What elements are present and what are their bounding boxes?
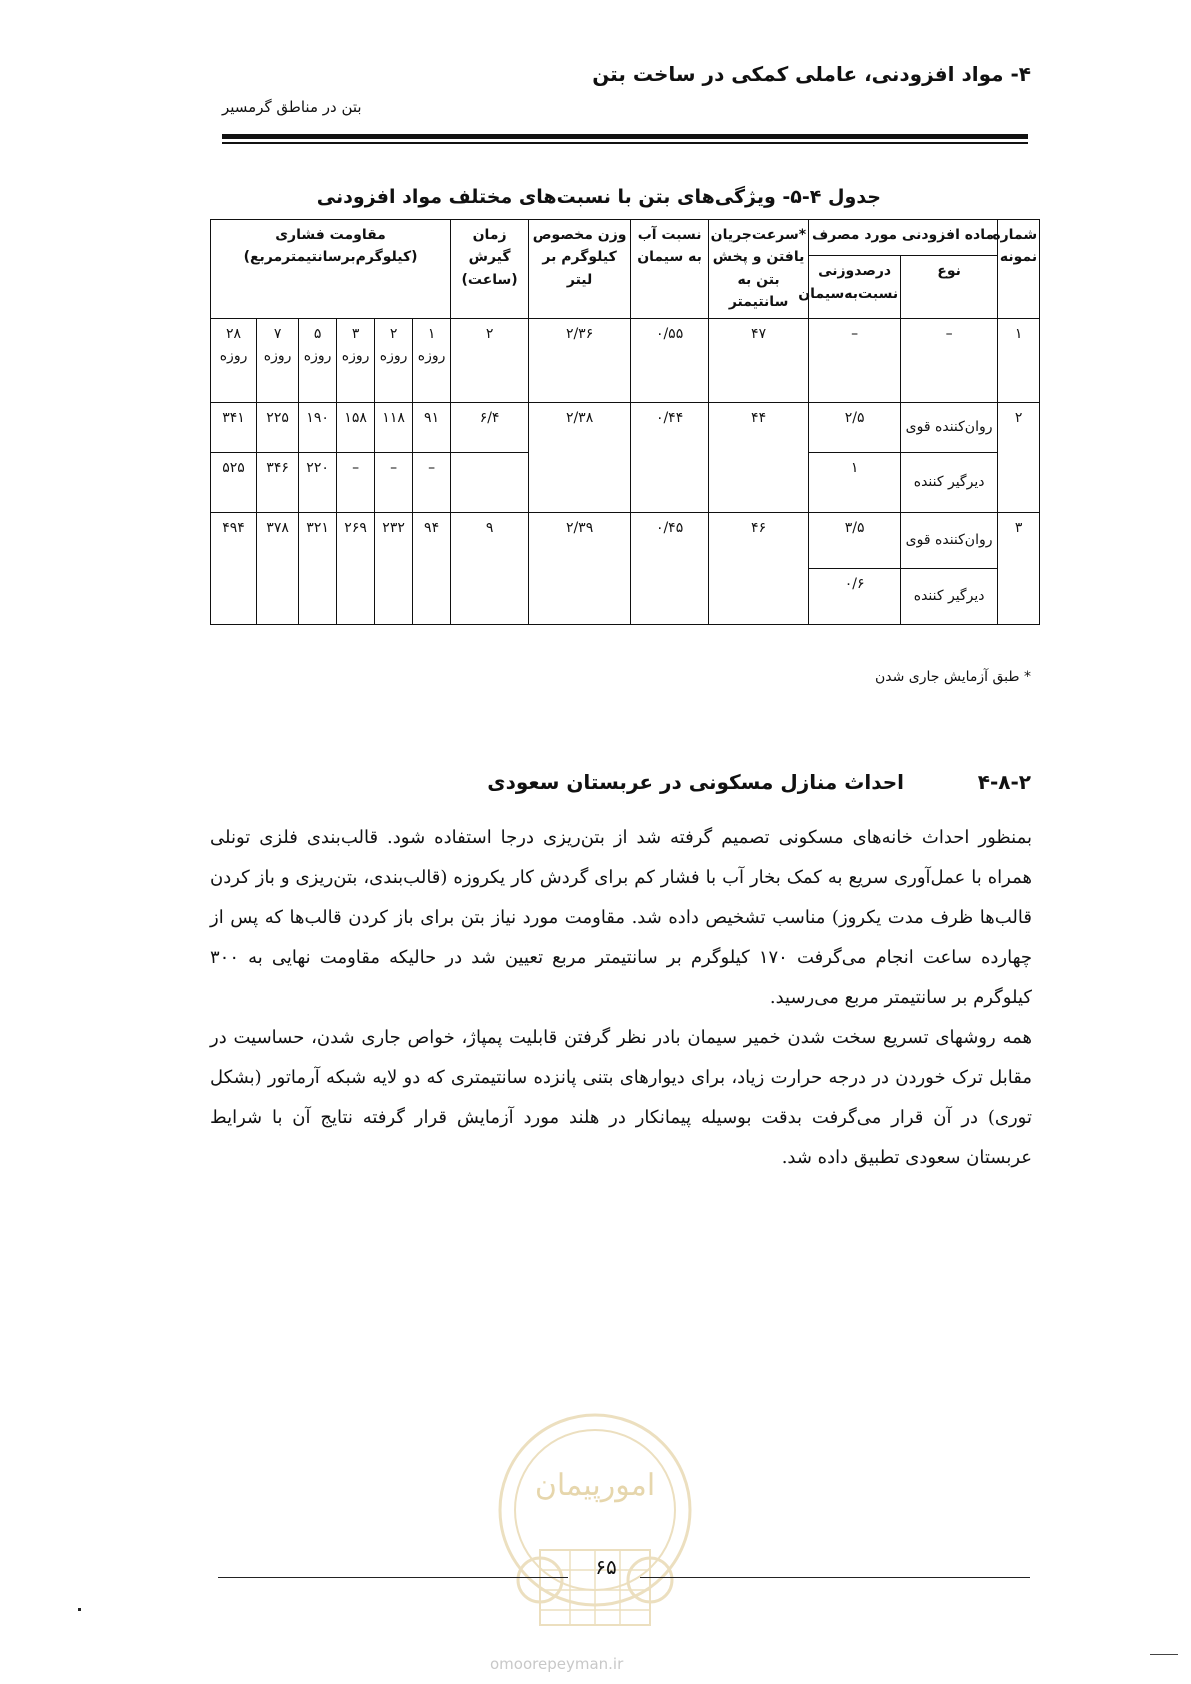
table-row [211,318,1040,402]
cell-age-5: ۵ روزه [299,318,337,402]
header-rule-thick [222,134,1028,139]
cell-unit-weight: ۲/۳۶ [529,318,631,402]
cell-admixture-type: دیرگیر کننده [901,452,998,512]
cell-admixture-type: روان‌کننده قوی [901,512,998,568]
chapter-title: ۴- مواد افزودنی، عاملی کمکی در ساخت بتن [592,62,1031,86]
cell-strength: ۳۴۱ [211,402,257,452]
cell-strength: ۱۵۸ [337,402,375,452]
cell-strength: ۳۲۱ [299,512,337,624]
cell-flow: ۴۶ [709,512,809,624]
cell-admixture-percent: ۱ [809,452,901,512]
header-unit-weight: وزن مخصوص کیلوگرم بر لیتر [529,220,631,319]
cell-strength: ۲۳۲ [375,512,413,624]
cell-sample-no: ۱ [998,318,1040,402]
cell-unit-weight: ۲/۳۸ [529,402,631,512]
cell-age-28: ۲۸ روزه [211,318,257,402]
cell-strength: ۱۱۸ [375,402,413,452]
cell-admixture-type: دیرگیر کننده [901,568,998,624]
section-number: ۴-۸-۲ [977,770,1031,794]
cell-admixture-percent: ۲/۵ [809,402,901,452]
cell-setting-time [451,452,529,512]
cell-flow: ۴۴ [709,402,809,512]
header-setting-time: زمان گیرش (ساعت) [451,220,529,319]
cell-admixture-percent: – [809,318,901,402]
cell-strength: ۹۱ [413,402,451,452]
cell-admixture-type: – [901,318,998,402]
header-rule-thin [222,142,1028,144]
cell-unit-weight: ۲/۳۹ [529,512,631,624]
cell-wc-ratio: ۰/۴۵ [631,512,709,624]
cell-setting-time: ۶/۴ [451,402,529,452]
cell-strength: – [413,452,451,512]
header-wc-ratio: نسبت آب به سیمان [631,220,709,319]
cell-strength: ۳۷۸ [257,512,299,624]
header-admixture: ماده افزودنی مورد مصرف [809,220,998,256]
paragraph: همه روشهای تسریع سخت شدن خمیر سیمان بادر نظر گرفتن قابلیت پمپاژ، خواص جاری شدن، حساسیت در مقابل ترک خوردن در درجه حرارت زیاد، برای دیوارهای بتنی پانزده سانتیمتری که دو لایه شبکه آرماتور (بشکل توری) در آن قرار می‌گرفت بدقت بوسیله پیمانکار در هلند مورد آزمایش قرار گرفته نتایج آن با شرایط عربستان سعودی تطبیق داده شد. [210,1027,1032,1168]
cell-strength: ۴۹۴ [211,512,257,624]
header-flow: *سرعت‌جریان یافتن و پخش بتن به سانتیمتر [709,220,809,319]
cell-setting-time: ۹ [451,512,529,624]
body-text [210,818,1032,1178]
footer-rule-right [640,1577,1030,1578]
cell-age-1: ۱ روزه [413,318,451,402]
table-caption: جدول ۴-۵- ویژگی‌های بتن با نسبت‌های مختلف مواد افزودنی [316,186,881,208]
cell-flow: ۴۷ [709,318,809,402]
cell-wc-ratio: ۰/۴۴ [631,402,709,512]
cell-strength: ۲۲۰ [299,452,337,512]
page-number: ۶۵ [595,1555,617,1579]
seal-text: امورپیمان [534,1468,656,1503]
admixture-table [210,219,1040,625]
paragraph: بمنظور احداث خانه‌های مسکونی تصمیم گرفته شد از بتن‌ریزی درجا استفاده شود. قالب‌بندی فلزی تونلی همراه با عمل‌آوری سریع به کمک بخار آب با فشار کم برای گردش کار یکروزه (قالب‌بندی، بتن‌ریزی و باز کردن قالب‌ها ظرف مدت یکروز) مناسب تشخیص داده شد. مقاومت مورد نیاز بتن برای باز کردن قالب‌ها که پس از چهارده ساعت انجام می‌گرفت ۱۷۰ کیلوگرم بر سانتیمتر مربع تعیین شد در حالیکه مقاومت نهایی به ۳۰۰ کیلوگرم بر سانتیمتر مربع می‌رسید. [210,827,1032,1008]
scan-mark [1150,1654,1178,1655]
cell-strength: – [375,452,413,512]
scan-speck [78,1608,81,1611]
cell-age-2: ۲ روزه [375,318,413,402]
cell-admixture-type: روان‌کننده قوی [901,402,998,452]
cell-strength: ۲۶۹ [337,512,375,624]
cell-strength: ۲۲۵ [257,402,299,452]
cell-strength: ۳۴۶ [257,452,299,512]
header-sample-no: شماره نمونه [998,220,1040,319]
header-admixture-percent: درصدوزنی نسبت‌به‌سیمان [809,256,901,318]
cell-strength: – [337,452,375,512]
cell-sample-no: ۳ [998,512,1040,624]
cell-age-3: ۳ روزه [337,318,375,402]
cell-age-7: ۷ روزه [257,318,299,402]
header-compressive-strength: مقاومت فشاری (کیلوگرم‌برسانتیمترمربع) [211,220,451,319]
cell-admixture-percent: ۳/۵ [809,512,901,568]
header-admixture-type: نوع [901,256,998,318]
watermark: omoorepeyman.ir [490,1655,624,1673]
cell-strength: ۹۴ [413,512,451,624]
table-header-row [211,220,1040,256]
book-title: بتن در مناطق گرمسیر [222,98,362,116]
cell-sample-no: ۲ [998,402,1040,512]
cell-setting-time: ۲ [451,318,529,402]
table-row [211,402,1040,452]
table-row [211,512,1040,568]
publisher-seal-logo [470,1400,720,1650]
cell-wc-ratio: ۰/۵۵ [631,318,709,402]
footer-rule-left [218,1577,568,1578]
cell-strength: ۱۹۰ [299,402,337,452]
cell-strength: ۵۲۵ [211,452,257,512]
table-footnote: * طبق آزمایش جاری شدن [874,669,1031,685]
section-title: احداث منازل مسکونی در عربستان سعودی [487,770,905,794]
cell-admixture-percent: ۰/۶ [809,568,901,624]
section-heading [171,770,1031,794]
